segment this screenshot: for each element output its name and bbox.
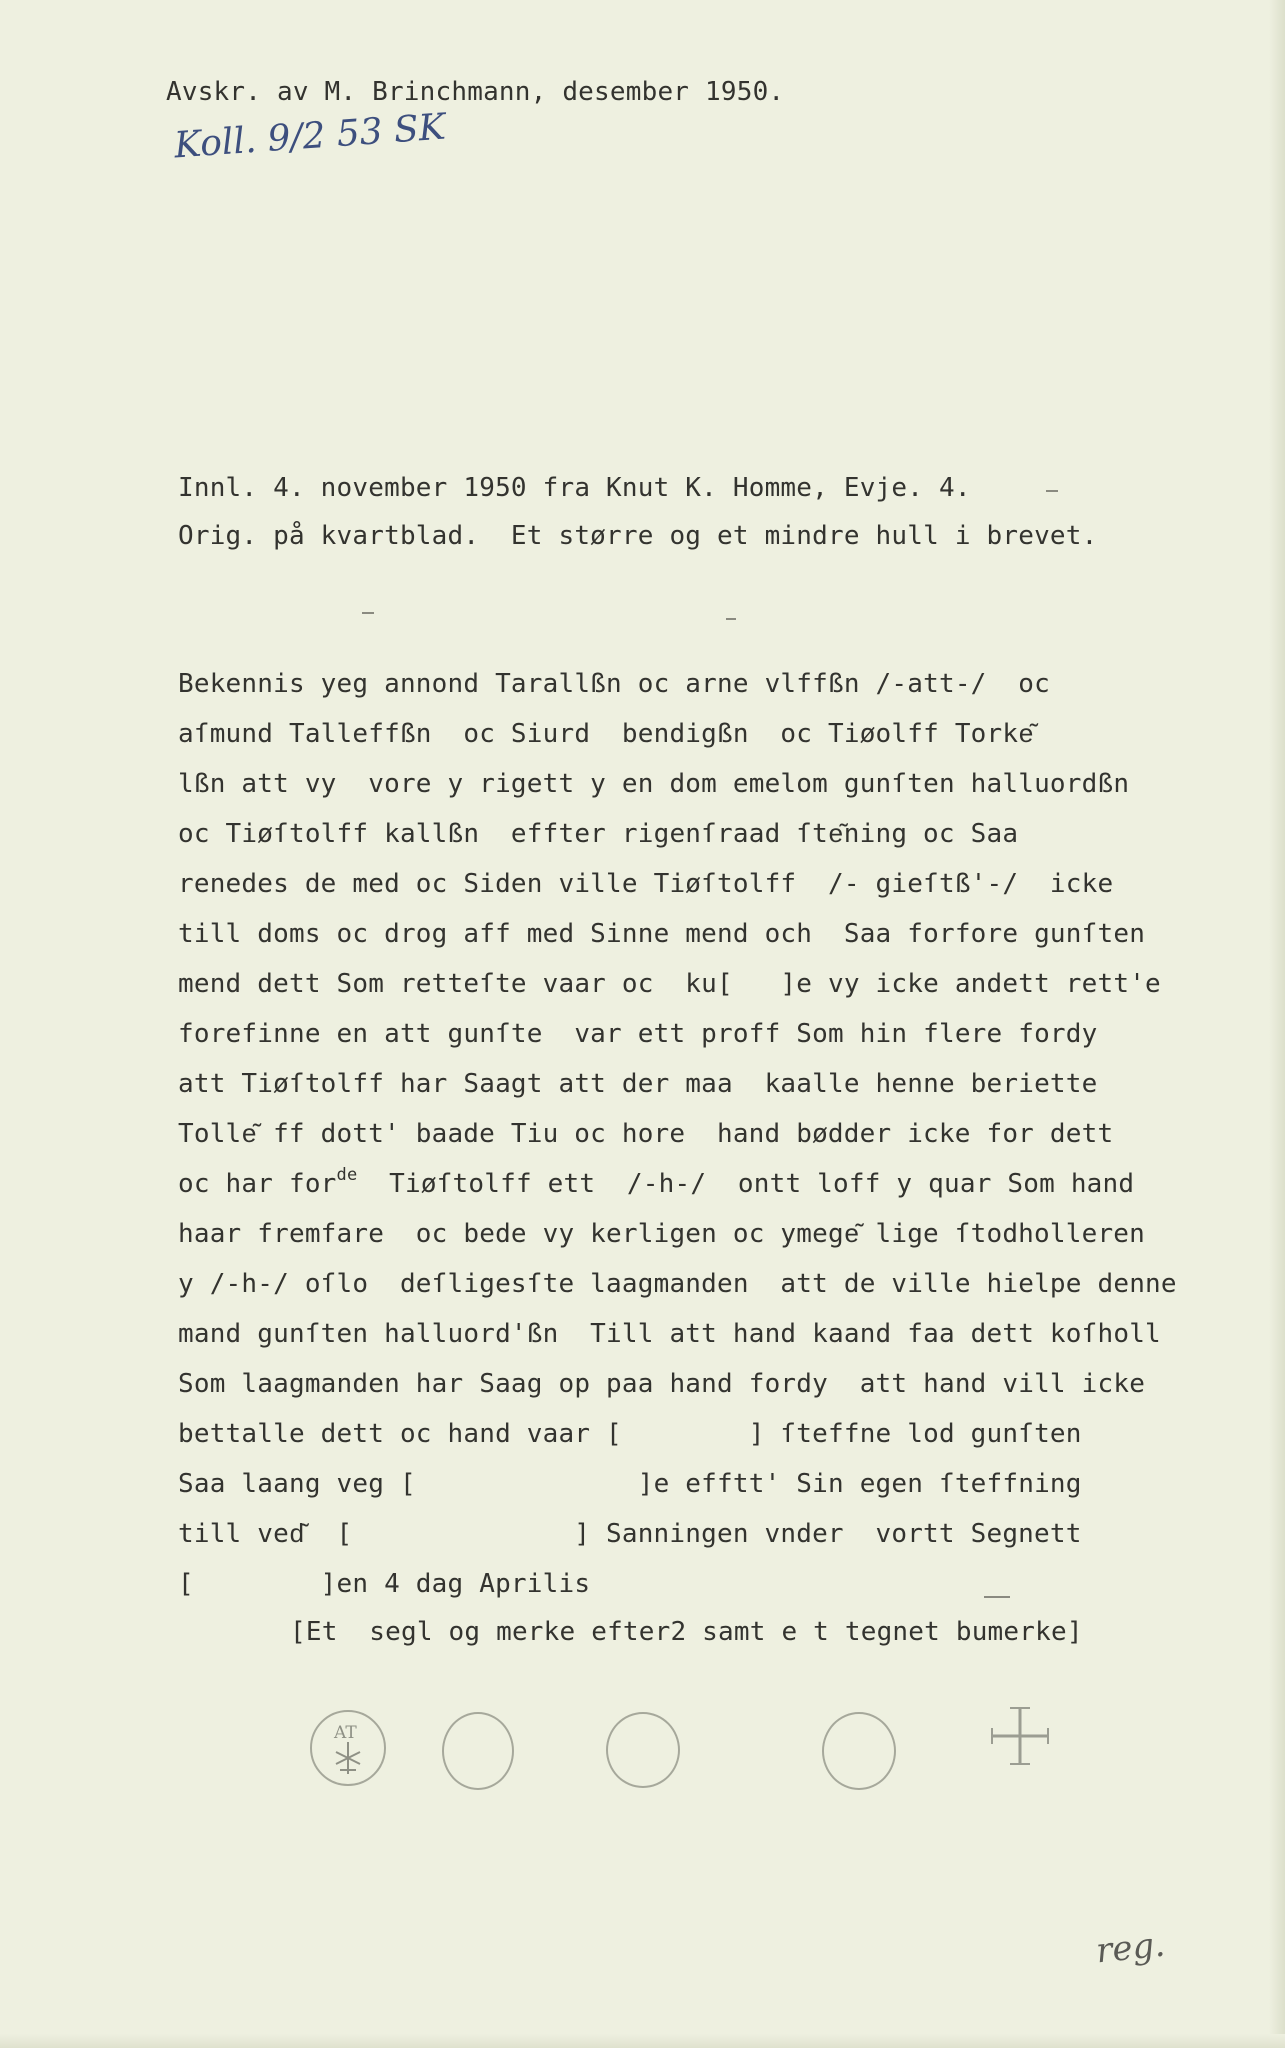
body-line-11 [178, 1165, 1135, 1200]
seal-circle [822, 1712, 896, 1790]
stray-mark [726, 618, 736, 620]
body-line-3: lßn att vy vore y rigett y en dom emelom gunſten halluordßn [178, 769, 1130, 799]
received-line: Innl. 4. november 1950 fra Knut K. Homme, Evje. 4. [178, 473, 971, 503]
body-line-19: [ ]en 4 dag Aprilis [178, 1569, 591, 1599]
registered-note: reg. [1094, 1924, 1167, 1972]
body-line-6: till doms oc drog aff med Sinne mend och Saa forfore gunſten [178, 919, 1146, 949]
body-line-2: aſmund Talleffßn oc Siurd bendigßn oc Tiøolff Torke͂ [178, 719, 1035, 749]
body-line-16: bettalle dett oc hand vaar [ ] ſteffne lod gunſten [178, 1419, 1082, 1449]
body-line-8: forefinne en att gunſte var ett proff Som hin flere fordy [178, 1019, 1098, 1049]
seal-note: [Et segl og merke efter2 samt e t tegnet bumerke] [290, 1617, 1083, 1647]
body-line-15: Som laagmanden har Saag op paa hand fordy att hand vill icke [178, 1369, 1146, 1399]
seal-circle [606, 1712, 680, 1788]
body-line-4: oc Tiøſtolff kallßn effter rigenſraad ſte͂ning oc Saa [178, 819, 1019, 849]
body-line-17: Saa laang veg [ ]e efftt' Sin egen ſteffning [178, 1469, 1082, 1499]
body-line-14: mand gunſten halluord'ßn Till att hand kaand faa dett koſholl [178, 1319, 1161, 1349]
handwritten-collation-note: Koll. 9/2 53 SK [172, 106, 447, 167]
page-edge-shadow [1269, 0, 1285, 2048]
body-line-13: y /-h-/ oſlo deſligesſte laagmanden att de ville hielpe denne [178, 1269, 1177, 1299]
seal-circle [442, 1712, 514, 1790]
original-description-line: Orig. på kvartblad. Et større og et mindre hull i brevet. [178, 521, 1098, 551]
body-line-7: mend dett Som retteſte vaar oc ku[ ]e vy icke andett rett'e [178, 969, 1161, 999]
superscript-de: de [336, 1165, 358, 1185]
seal-letters: AT [334, 1723, 357, 1743]
body-line-10: Tolle͂ ff dott' baade Tiu oc hore hand bødder icke for dett [178, 1119, 1114, 1149]
body-line-18: till ved͂ [ ] Sanningen vnder vortt Segnett [178, 1519, 1082, 1549]
transcript-line: Avskr. av M. Brinchmann, desember 1950. [166, 77, 785, 107]
margin-dash [1046, 490, 1058, 492]
stray-mark [362, 612, 374, 614]
body-line-12: haar fremfare oc bede vy kerligen oc ymege͂ lige ſtodholleren [178, 1219, 1146, 1249]
body-line-9: att Tiøſtolff har Saagt att der maa kaalle henne beriette [178, 1069, 1098, 1099]
body-line-1: Bekennis yeg annond Tarallßn oc arne vlffßn /-att-/ oc [178, 669, 1050, 699]
body-line-11-start: oc har for [178, 1169, 337, 1199]
body-line-5: renedes de med oc Siden ville Tiøſtolff /- gieſtß'-/ icke [178, 869, 1114, 899]
seal-circle-with-mark [310, 1710, 386, 1786]
margin-dash [984, 1596, 1010, 1598]
page-bottom-shadow [0, 2034, 1285, 2048]
body-line-11-end: Tiøſtolff ett /-h-/ ontt loff y quar Som hand [357, 1169, 1135, 1199]
house-mark-icon [312, 1712, 384, 1784]
cross-bumerke-icon [988, 1704, 1052, 1768]
